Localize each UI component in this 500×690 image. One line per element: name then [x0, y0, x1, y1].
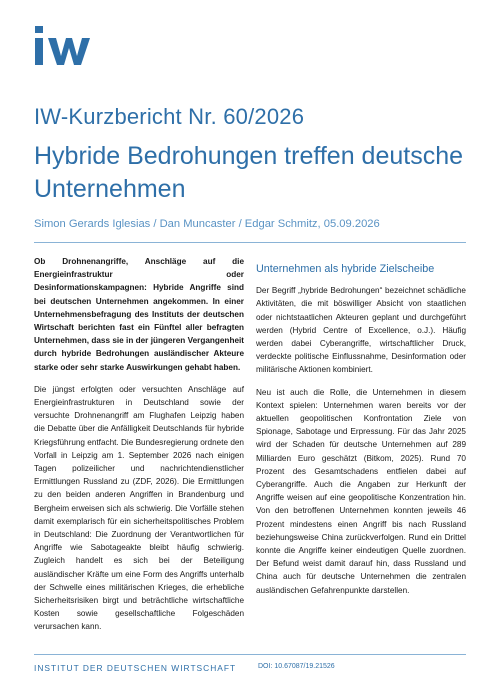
report-number: IW-Kurzbericht Nr. 60/2026 — [34, 104, 305, 129]
left-column — [34, 255, 244, 643]
section-heading: Unternehmen als hybride Zielscheibe — [256, 263, 435, 275]
lead-paragraph: Ob Drohnenangriffe, Anschläge auf die Energieinfrastruktur oder Desinformationskampagnen: Hybride Angriffe sind bei deutschen Unternehmen angekommen. In einer Unternehmensbefragung des Instituts der deutschen Wirtschaft berichten fast ein Fünftel aller befragten Unternehmen, dass sie in der jüngeren Vergangenheit durch hybride Bedrohungen ausländischer Akteure starke oder sehr starke Auswirkungen gehabt haben. — [34, 257, 244, 372]
body-paragraph: Die jüngst erfolgten oder versuchten Anschläge auf Energieinfrastrukturen in Deutschland sowie der versuchte Drohnenangriff am Flughafen Leipzig haben die Debatte über die Anfälligkeit Deutschlands für hybride Kriegsführung entfacht. Die Bundesregierung ordnete den Vorfall in Leipzig am 1. September 2026 nach einigen Tagen polizeilicher und nachrichtendienstlicher Ermittlungen Russland zu (ZDF, 2026). Die Ermittlungen zu den beiden anderen Angriffen in Brandenburg und Bergheim erweisen sich als schwierig. Die Vorfälle stehen damit exemplarisch für ein sicherheitspolitisches Problem in Deutschland: Die Zuordnung der Verantwortlichen für Angriffe wie Sabotageakte bleibt häufig schwierig. Zugleich handelt es sich bei der Beteiligung ausländischer Kräfte um eine Form des Angriffs unterhalb der Schwelle eines militärischen Krieges, die erhebliche Sicherheitsrisiken birgt und beträchtliche wirtschaftliche Kosten sowie gesellschaftliche Folgeschäden verursachen kann. — [34, 384, 244, 632]
right-column — [256, 255, 466, 606]
header-divider — [34, 242, 466, 243]
body-paragraph: Neu ist auch die Rolle, die Unternehmen in diesem Kontext spielen: Unternehmen waren bereits vor der aktuellen geopolitischen Konfrontation Ziele von Spionage, Sabotage und Erpressung. Für das Jahr 2025 wird der Schaden für deutsche Unternehmen auf 289 Milliarden Euro geschätzt (Bitkom, 2025). Rund 70 Prozent des Gesamtschadens entfielen dabei auf Cyberangriffe. Auch die Angaben zur Herkunft der Angriffe weisen auf eine geopolitische Konzentration hin. Von den betroffenen Unternehmen konnten jeweils 46 Prozent mindestens einen Angriff bis nach Russland beziehungsweise China zurückverfolgen. Rund ein Drittel konnte die Angriffe keiner eindeutigen Quelle zuordnen. Der Befund weist damit darauf hin, dass Russland und China auch für deutsche Unternehmen die zentralen ausländischen Gefahrenpunkte darstellen. — [256, 387, 466, 595]
authors-and-date: Simon Gerards Iglesias / Dan Muncaster / Edgar Schmitz, 05.09.2026 — [34, 218, 380, 230]
iw-logo — [34, 26, 90, 66]
footer-doi[interactable]: DOI: 10.67087/19.21526 — [258, 663, 335, 670]
footer-institute: INSTITUT DER DEUTSCHEN WIRTSCHAFT — [34, 663, 237, 673]
body-paragraph: Der Begriff „hybride Bedrohungen“ bezeichnet schädliche Aktivitäten, die mit böswilliger Absicht von staatlichen oder nichtstaatlichen Akteuren geplant und durchgeführt werden (Hybrid Centre of Excellence, o.J.). Häufig werden dabei Cyberangriffe, wirtschaftlicher Druck, verdeckte politische Einflussnahme, Desinformation oder militärische Aktionen kombiniert. — [256, 286, 466, 375]
footer-divider — [34, 654, 466, 655]
page-title: Hybride Bedrohungen treffen deutsche Unternehmen — [34, 142, 464, 203]
